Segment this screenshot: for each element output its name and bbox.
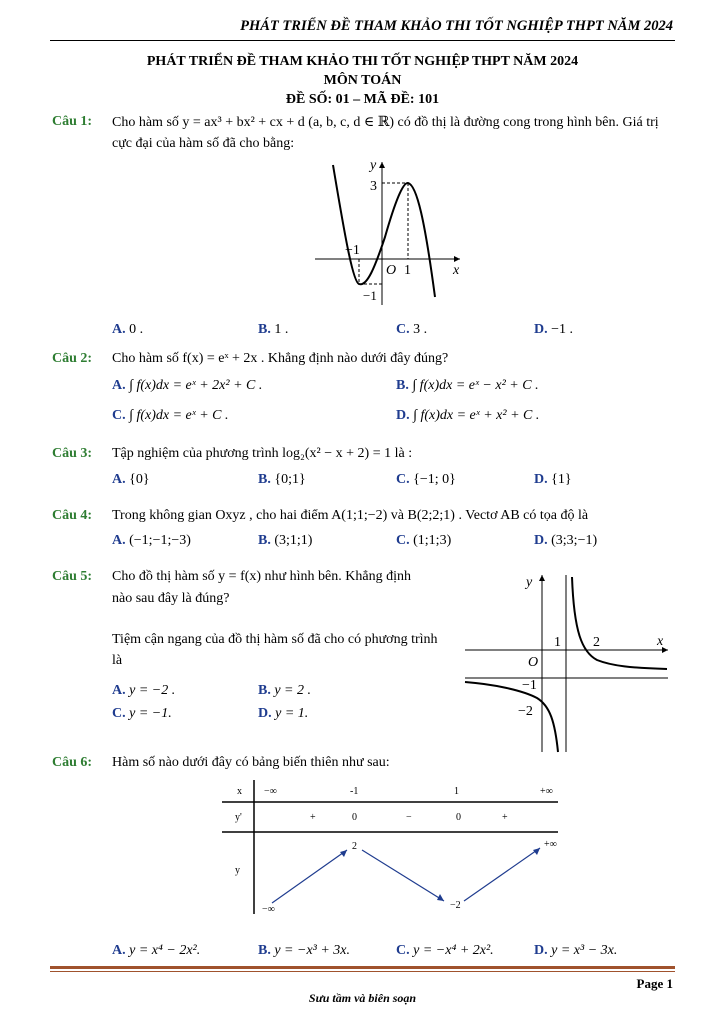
graph1-origin: O (386, 263, 397, 278)
table-row-yprime: y' (235, 812, 242, 823)
q4-option-d[interactable]: D. (3;3;−1) (534, 533, 598, 548)
table-x-pos-inf: +∞ (540, 786, 553, 797)
q5-option-b[interactable]: B. y = 2 . (258, 683, 312, 698)
y-min: −2 (450, 900, 461, 911)
graph2-one: 1 (554, 635, 561, 650)
q5-option-c[interactable]: C. y = −1. (112, 706, 172, 721)
graph2-y-label: y (526, 575, 533, 590)
q1-option-d[interactable]: D. −1 . (534, 322, 574, 337)
graph1-top-label: 3 (370, 179, 377, 194)
y-start: −∞ (262, 904, 275, 915)
arrow-down (362, 850, 444, 901)
table-x-neg1: -1 (350, 786, 359, 797)
graph2-neg1: −1 (522, 678, 537, 693)
question-5-label: Câu 5: (52, 569, 93, 584)
q4-option-c[interactable]: C. (1;1;3) (396, 533, 452, 548)
sign-1: + (310, 812, 316, 823)
q4-option-b[interactable]: B. (3;1;1) (258, 533, 313, 548)
q6-option-d[interactable]: D. y = x³ − 3x. (534, 943, 618, 958)
sign-2: − (406, 812, 412, 823)
y-max: 2 (352, 841, 357, 852)
graph1-neg1-below: −1 (363, 288, 377, 303)
graph1-neg1-left: −1 (345, 243, 360, 258)
question-5-graph (462, 572, 672, 754)
graph2-neg2: −2 (518, 704, 533, 719)
question-3-label: Câu 3: (52, 446, 93, 461)
q5-option-a[interactable]: A. y = −2 . (112, 683, 176, 698)
q1-option-a[interactable]: A. 0 . (112, 322, 144, 337)
table-row-x: x (237, 786, 242, 797)
question-3-text: Tập nghiệm của phương trình log₂(x² − x + 2) = 1 là : (112, 446, 413, 461)
variation-table (222, 780, 562, 916)
graph2-x-label: x (657, 634, 664, 649)
question-2-text: Cho hàm số f(x) = eˣ + 2x . Khẳng định nào dưới đây đúng? (112, 351, 449, 366)
q4-option-a[interactable]: A. (−1;−1;−3) (112, 533, 191, 548)
table-row-y: y (235, 865, 240, 876)
question-5-text-line1: Cho đồ thị hàm số y = f(x) như hình bên. Khẳng định (112, 569, 411, 584)
y-axis-arrow (379, 162, 385, 168)
header-rule (50, 40, 675, 41)
sign-zero-1: 0 (352, 812, 357, 823)
exam-code: ĐỀ SỐ: 01 – MÃ ĐỀ: 101 (285, 92, 440, 107)
graph1-x-label: x (453, 263, 460, 278)
question-6-text: Hàm số nào dưới đây có bảng biến thiên như sau: (112, 755, 390, 770)
q2-option-b[interactable]: B. ∫ f(x)dx = eˣ − x² + C . (396, 378, 539, 393)
q3-option-b[interactable]: B. {0;1} (258, 472, 306, 487)
table-x-1: 1 (454, 786, 459, 797)
graph2-two: 2 (593, 635, 600, 650)
question-1-text-line2: cực đại của hàm số đã cho bằng: (112, 136, 295, 151)
running-header: PHÁT TRIỂN ĐỀ THAM KHẢO THI TỐT NGHIỆP THPT NĂM 2024 (240, 18, 673, 34)
left-branch (465, 682, 558, 752)
exam-title: PHÁT TRIỂN ĐỀ THAM KHẢO THI TỐT NGHIỆP THPT NĂM 2024 (146, 54, 579, 69)
q3-option-a[interactable]: A. {0} (112, 472, 150, 487)
question-1-text-line1: Cho hàm số y = ax³ + bx² + cx + d (a, b, c, d ∈ ℝ) có đồ thị là đường cong trong hình bên. Giá trị (112, 115, 659, 130)
question-1-label: Câu 1: (52, 114, 93, 129)
page-number: Page 1 (636, 976, 673, 991)
y-axis-arrow (539, 575, 545, 581)
sign-3: + (502, 812, 508, 823)
x-axis-arrow (454, 256, 460, 262)
footer-credit: Sưu tầm và biên soạn (308, 991, 417, 1005)
table-x-neg-inf: −∞ (264, 786, 277, 797)
q1-option-c[interactable]: C. 3 . (396, 322, 428, 337)
question-2-label: Câu 2: (52, 351, 93, 366)
exam-subject: MÔN TOÁN (323, 73, 402, 88)
y-end: +∞ (544, 839, 557, 850)
arrow-up-2 (464, 848, 540, 901)
q2-option-a[interactable]: A. ∫ f(x)dx = eˣ + 2x² + C . (112, 378, 263, 393)
graph1-y-label: y (370, 158, 377, 173)
q6-option-a[interactable]: A. y = x⁴ − 2x². (112, 943, 201, 958)
q3-option-d[interactable]: D. {1} (534, 472, 572, 487)
q2-option-d[interactable]: D. ∫ f(x)dx = eˣ + x² + C . (396, 408, 540, 423)
cubic-curve (333, 165, 435, 297)
question-6-label: Câu 6: (52, 755, 93, 770)
question-1-graph (315, 157, 475, 307)
q1-option-b[interactable]: B. 1 . (258, 322, 289, 337)
footer-rule-thick (50, 966, 675, 969)
q2-option-c[interactable]: C. ∫ f(x)dx = eˣ + C . (112, 408, 229, 423)
question-5-text-line3: Tiệm cận ngang của đồ thị hàm số đã cho có phương trình (112, 632, 438, 647)
q5-option-d[interactable]: D. y = 1. (258, 706, 309, 721)
question-4-text: Trong không gian Oxyz , cho hai điểm A(1;1;−2) và B(2;2;1) . Vectơ AB có tọa độ là (112, 508, 589, 523)
graph2-origin: O (528, 655, 539, 670)
q6-option-c[interactable]: C. y = −x⁴ + 2x². (396, 943, 494, 958)
question-5-text-line2: nào sau đây là đúng? (112, 591, 230, 606)
question-5-text-line4: là (112, 653, 123, 668)
sign-zero-2: 0 (456, 812, 461, 823)
right-branch (572, 577, 667, 669)
arrow-up-1 (272, 850, 347, 903)
q3-option-c[interactable]: C. {−1; 0} (396, 472, 456, 487)
graph1-one: 1 (404, 263, 411, 278)
q6-option-b[interactable]: B. y = −x³ + 3x. (258, 943, 351, 958)
question-4-label: Câu 4: (52, 508, 93, 523)
footer-rule-thin (50, 971, 675, 972)
